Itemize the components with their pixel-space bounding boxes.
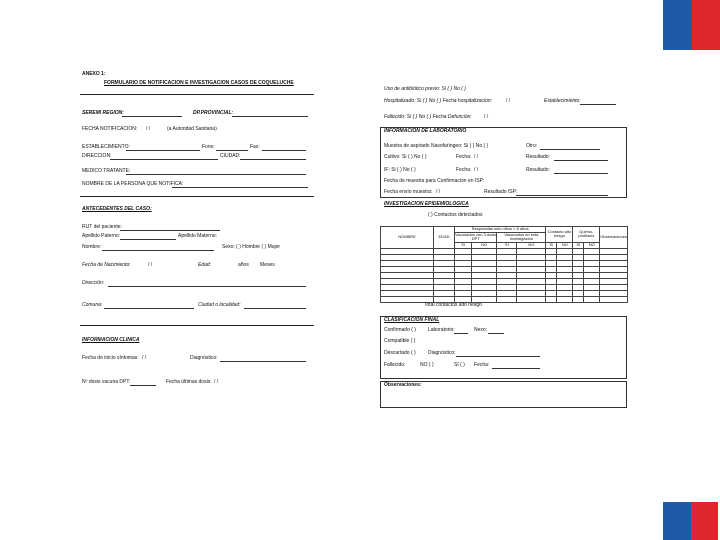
isp-result-label: Resultado ISP: xyxy=(484,189,518,195)
no-header: NO xyxy=(472,242,497,248)
if-question: IF: Si ( ) No ( ) xyxy=(384,167,416,173)
notification-date-value: / / xyxy=(146,126,151,132)
final-diagnosis-label: Diagnóstico: xyxy=(428,350,456,356)
table-cell xyxy=(600,296,628,302)
table-row xyxy=(381,296,628,302)
contacts-label: ( ) Contactos detectados xyxy=(428,212,483,218)
confirmed-option: Confirmado ( ) xyxy=(384,327,416,333)
phone-label: Fono: xyxy=(202,144,215,150)
yes-header: SI xyxy=(573,242,584,248)
final-deceased-si: SI ( ) xyxy=(454,362,465,368)
culture-question: Cultivo: Si ( ) No ( ) xyxy=(384,154,427,160)
years-label: años xyxy=(238,262,249,268)
no-header: NO xyxy=(557,242,573,248)
col-prophylaxis-header: Quimio-profilaxis xyxy=(573,227,600,243)
discarded-option: Descartado ( ) xyxy=(384,350,416,356)
sub-symptoms-header: Vacunados en esta investigación xyxy=(497,233,546,243)
form-title: FORMULARIO DE NOTIFICACION E INVESTIGACION CASOS DE COQUELUCHE xyxy=(104,80,294,86)
flag-blue-band xyxy=(663,502,691,540)
deceased-question: Fallecido: Si ( ) No ( ) Fecha Defunción: xyxy=(384,114,472,120)
months-label: Meses xyxy=(260,262,275,268)
final-header: CLASIFICACION FINAL xyxy=(384,317,440,323)
col-name-header: NOMBRE xyxy=(381,227,434,249)
commune-label: Comuna: xyxy=(82,302,103,308)
dob-value: / / xyxy=(148,262,153,268)
deceased-date: / / xyxy=(484,114,489,120)
table-cell xyxy=(517,296,546,302)
dob-label: Fecha de Nacimiento: xyxy=(82,262,131,268)
antibiotic-question: Uso de antibiótico previo: Si ( ) No ( ) xyxy=(384,86,466,92)
city-label: CIUDAD: xyxy=(220,153,241,159)
lab-section xyxy=(380,127,627,198)
establishment-label: Establecimiento: xyxy=(544,98,581,104)
case-address-label: Dirección: xyxy=(82,280,105,286)
annex-label: ANEXO 1: xyxy=(82,71,106,77)
table-footer: Total contactos alto riesgo xyxy=(424,302,482,308)
hospitalized-date: / / xyxy=(506,98,511,104)
nasopharyngeal-question: Muestra de aspirado Nasofaríngeo: Si ( ) No ( ) xyxy=(384,143,489,149)
provincial-label: DP.PROVINCIAL: xyxy=(193,110,234,116)
yes-header: SI xyxy=(546,242,557,248)
culture-result-label: Resultado: xyxy=(526,154,550,160)
sent-date-value: / / xyxy=(436,189,441,195)
form-page-right xyxy=(380,83,627,408)
culture-date-value: / / xyxy=(474,154,479,160)
col-children-header: Respuestas solo niños < 6 años xyxy=(455,227,546,233)
no-header: NO xyxy=(584,242,600,248)
notification-date-label: FECHA NOTIFICACION: xyxy=(82,126,138,132)
other-label: Otro: xyxy=(526,143,538,149)
final-classification-section xyxy=(380,316,627,379)
laboratory-label: Laboratorio: xyxy=(428,327,455,333)
symptom-date-value: / / xyxy=(142,355,147,361)
if-result-label: Resultado: xyxy=(526,167,550,173)
address-label: DIRECCION: xyxy=(82,153,112,159)
table-cell xyxy=(573,296,584,302)
establishment-label: ESTABLECIMIENTO: xyxy=(82,144,130,150)
col-contact-header: Contacto alto riesgo xyxy=(546,227,573,243)
epi-header: INVESTIGACION EPIDEMIOLOGICA xyxy=(384,201,469,207)
physician-label: MEDICO TRATANTE: xyxy=(82,168,131,174)
compatible-option: Compatible ( ) xyxy=(384,338,416,344)
col-obs-header: Observaciones xyxy=(600,227,628,249)
table-cell xyxy=(546,296,557,302)
if-date-label: Fecha: xyxy=(456,167,472,173)
hospitalized-question: Hospitalizado: Si ( ) No ( ) Fecha hospitalizacion: xyxy=(384,98,493,104)
table-cell xyxy=(584,296,600,302)
sent-date-label: Fecha envío muestra: xyxy=(384,189,433,195)
sub-vaccinated-header: Vacunados con 3 dosis DPT xyxy=(455,232,497,242)
locality-label: Ciudad o localidad: xyxy=(198,302,241,308)
clinical-info-header: INFORMACION CLINICA xyxy=(82,337,140,343)
lab-header: INFORMACION DE LABORATORIO xyxy=(384,128,467,134)
final-deceased-no: NO ( ) xyxy=(420,362,434,368)
table-cell xyxy=(557,296,573,302)
diagnosis-label: Diagnóstico: xyxy=(190,355,218,361)
culture-date-label: Fecha: xyxy=(456,154,472,160)
no-header: NO xyxy=(517,242,546,248)
last-name-mother-label: Apellido Materno: xyxy=(178,233,217,239)
last-dose-date-value: / / xyxy=(214,379,219,385)
notifier-label: NOMBRE DE LA PERSONA QUE NOTIFICA: xyxy=(82,181,184,187)
symptom-date-label: Fecha de inicio síntomas: xyxy=(82,355,139,361)
final-deceased-label: Fallecido: xyxy=(384,362,406,368)
age-label: Edad: xyxy=(198,262,212,268)
last-dose-date-label: Fecha últimas dosis: xyxy=(166,379,212,385)
contacts-table xyxy=(380,226,628,303)
sample-date-label: Fecha de muestra para Confirmación en ISP: xyxy=(384,178,485,184)
last-name-father-label: Apellido Paterno: xyxy=(82,233,121,239)
notification-date-hint: (a Autoridad Sanitaria) xyxy=(167,126,217,132)
yes-header: SI xyxy=(455,242,472,248)
dpt-doses-label: Nº dosis vacuna DPT: xyxy=(82,379,131,385)
case-history-header: ANTECEDENTES DEL CASO: xyxy=(82,206,152,212)
flag-blue-band xyxy=(663,0,692,50)
final-deceased-date: Fecha: xyxy=(474,362,490,368)
form-page-left xyxy=(80,72,315,397)
rut-label: RUT del paciente: xyxy=(82,224,122,230)
name-label: Nombre: xyxy=(82,244,102,250)
observations-label: Observaciones: xyxy=(384,382,422,388)
flag-bottom-right xyxy=(663,502,718,540)
table-cell xyxy=(497,296,517,302)
flag-red-band xyxy=(692,0,720,50)
flag-top-right xyxy=(663,0,720,50)
col-age-header: EDAD xyxy=(434,227,455,249)
fax-label: Fax: xyxy=(250,144,260,150)
nexo-label: Nexo: xyxy=(474,327,488,333)
yes-header: SI xyxy=(497,242,517,248)
flag-red-band xyxy=(691,502,718,540)
sex-options: Sexo: ( ) Hombre ( ) Mujer xyxy=(222,244,281,250)
region-label: SEREMI REGION: xyxy=(82,110,124,116)
if-date-value: / / xyxy=(474,167,479,173)
